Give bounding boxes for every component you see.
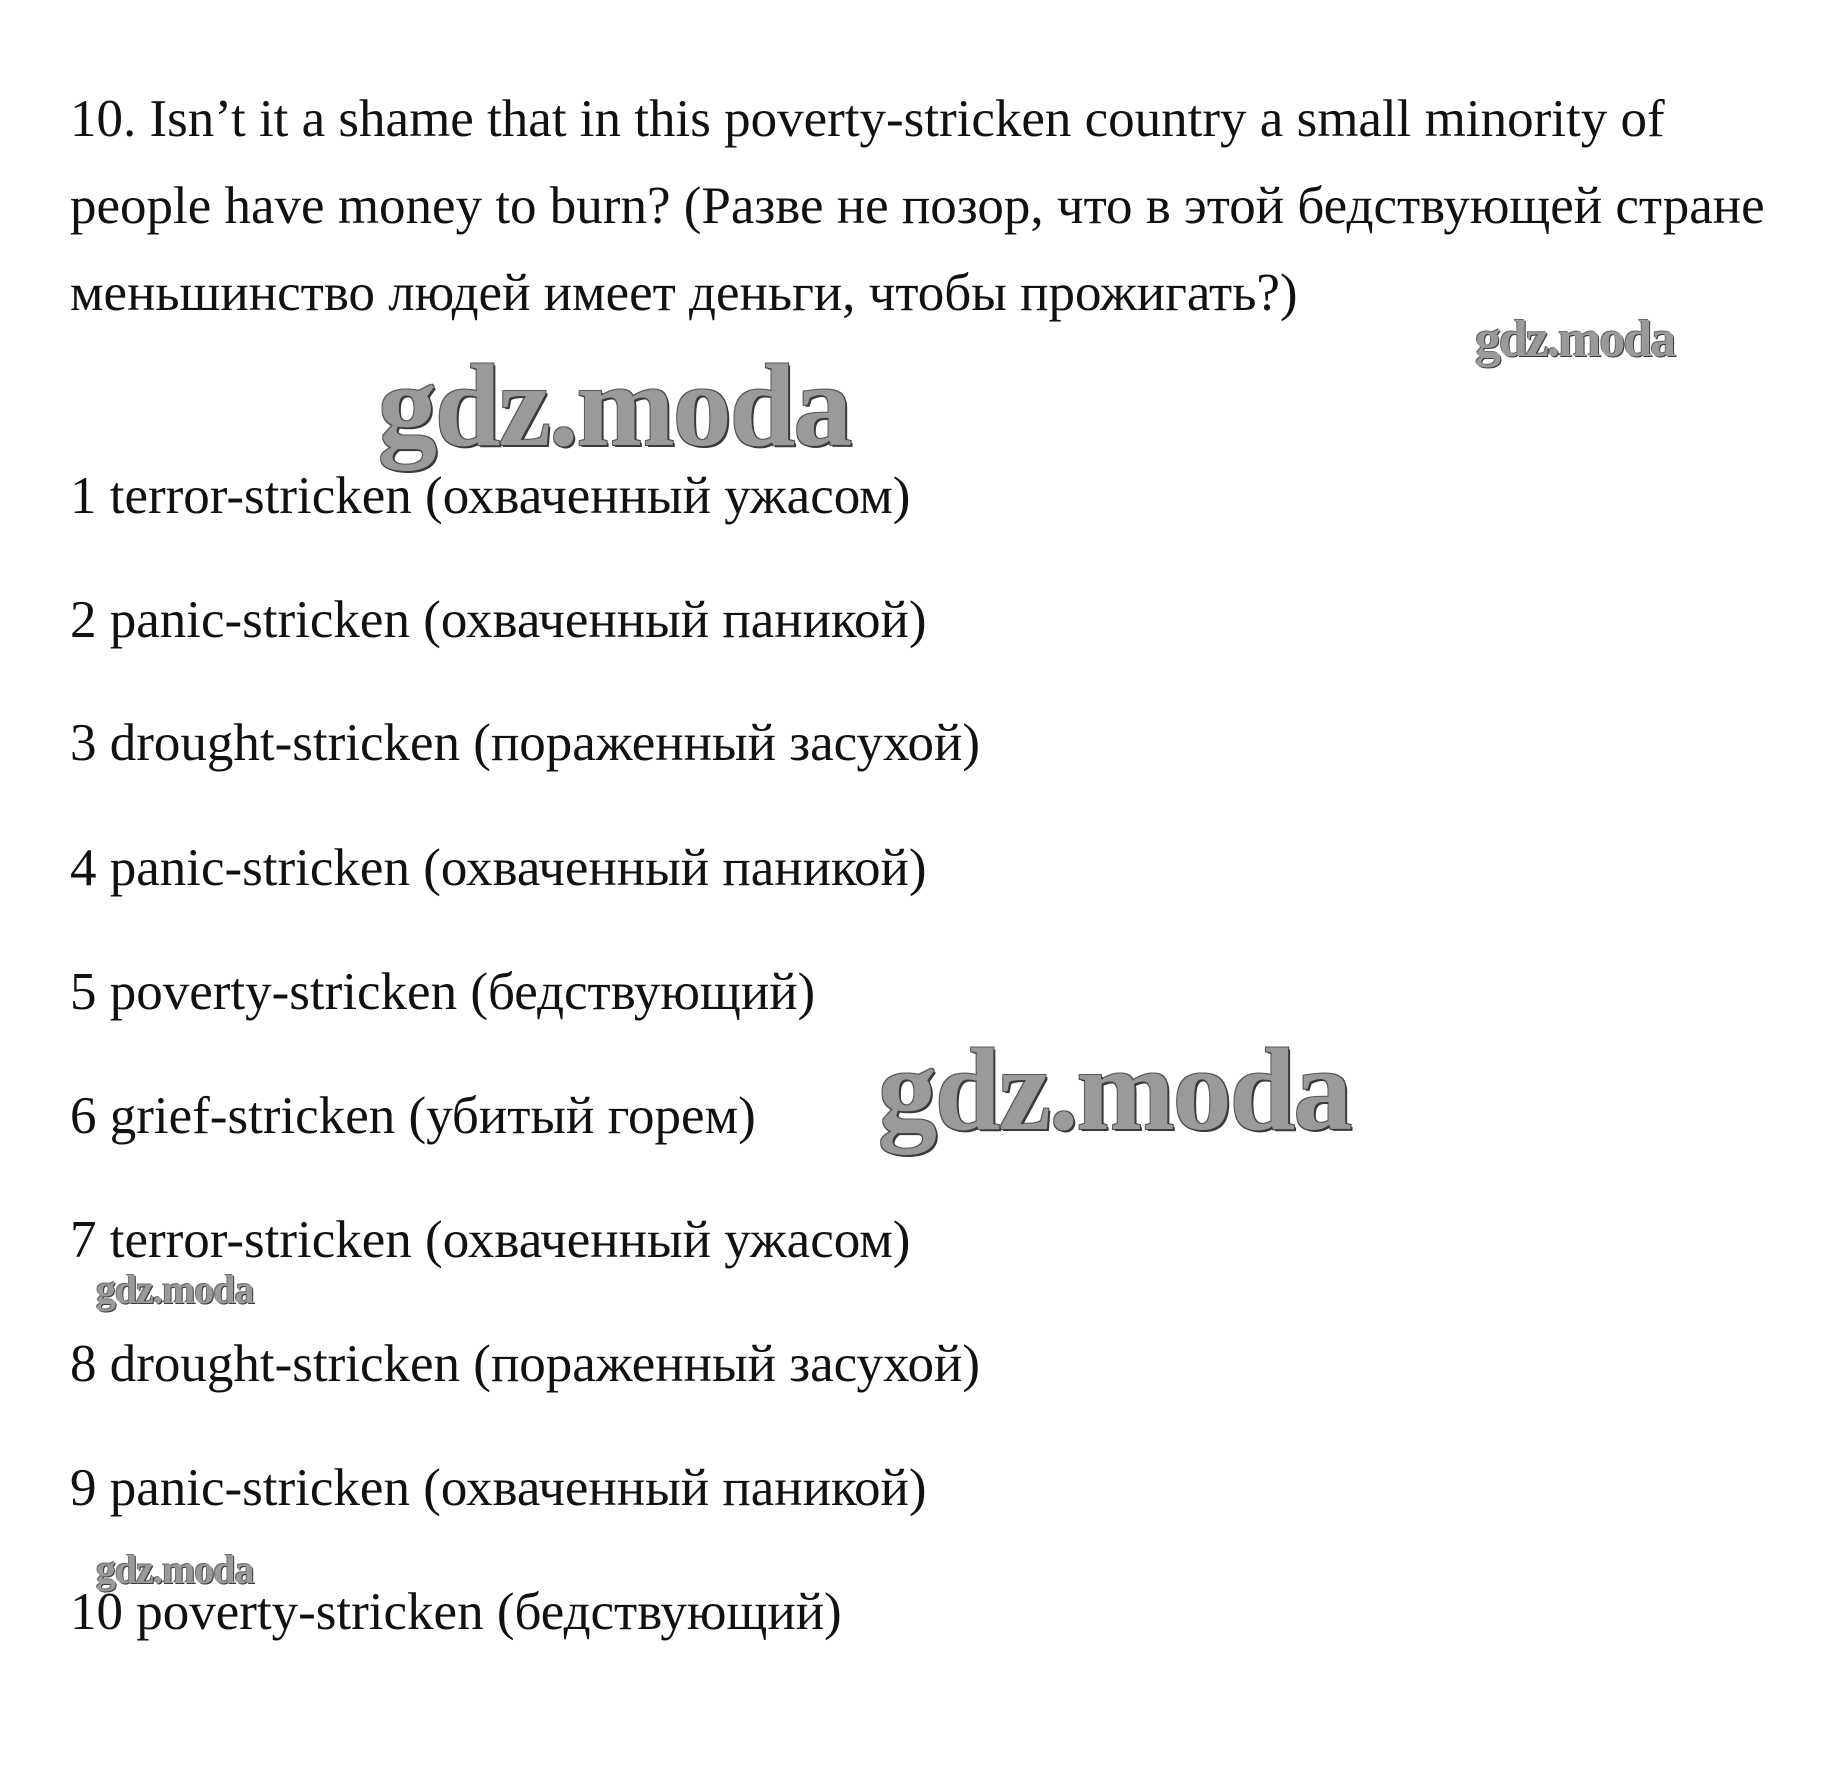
- answer-item-8: 8 drought-stricken (пораженный засухой): [70, 1335, 981, 1393]
- watermark-logo: gdz.moda: [96, 1267, 254, 1312]
- answer-item-3: 3 drought-stricken (пораженный засухой): [70, 714, 981, 772]
- answer-item-1: 1 terror-stricken (охваченный ужасом): [70, 467, 911, 525]
- answer-item-6: 6 grief-stricken (убитый горем): [70, 1087, 756, 1145]
- watermark-logo: gdz.moda: [1475, 311, 1675, 368]
- watermark-logo: gdz.moda: [378, 340, 851, 471]
- answer-item-10: 10 poverty-stricken (бедствующий): [70, 1583, 842, 1641]
- answer-item-9: 9 panic-stricken (охваченный паникой): [70, 1459, 927, 1517]
- exercise-sentence: 10. Isn’t it a shame that in this poverty-stricken country a small minority of people have money to burn? (Разве не позор, что в этой бедствующей стране меньшинство людей имеет деньги, чтобы прожигать?): [70, 90, 1778, 322]
- answer-item-2: 2 panic-stricken (охваченный паникой): [70, 591, 927, 649]
- answer-item-5: 5 poverty-stricken (бедствующий): [70, 963, 816, 1021]
- answer-item-7: 7 terror-stricken (охваченный ужасом): [70, 1211, 911, 1269]
- answer-item-4: 4 panic-stricken (охваченный паникой): [70, 839, 927, 897]
- watermark-logo: gdz.moda: [878, 1024, 1351, 1155]
- watermark-logo: gdz.moda: [96, 1547, 254, 1592]
